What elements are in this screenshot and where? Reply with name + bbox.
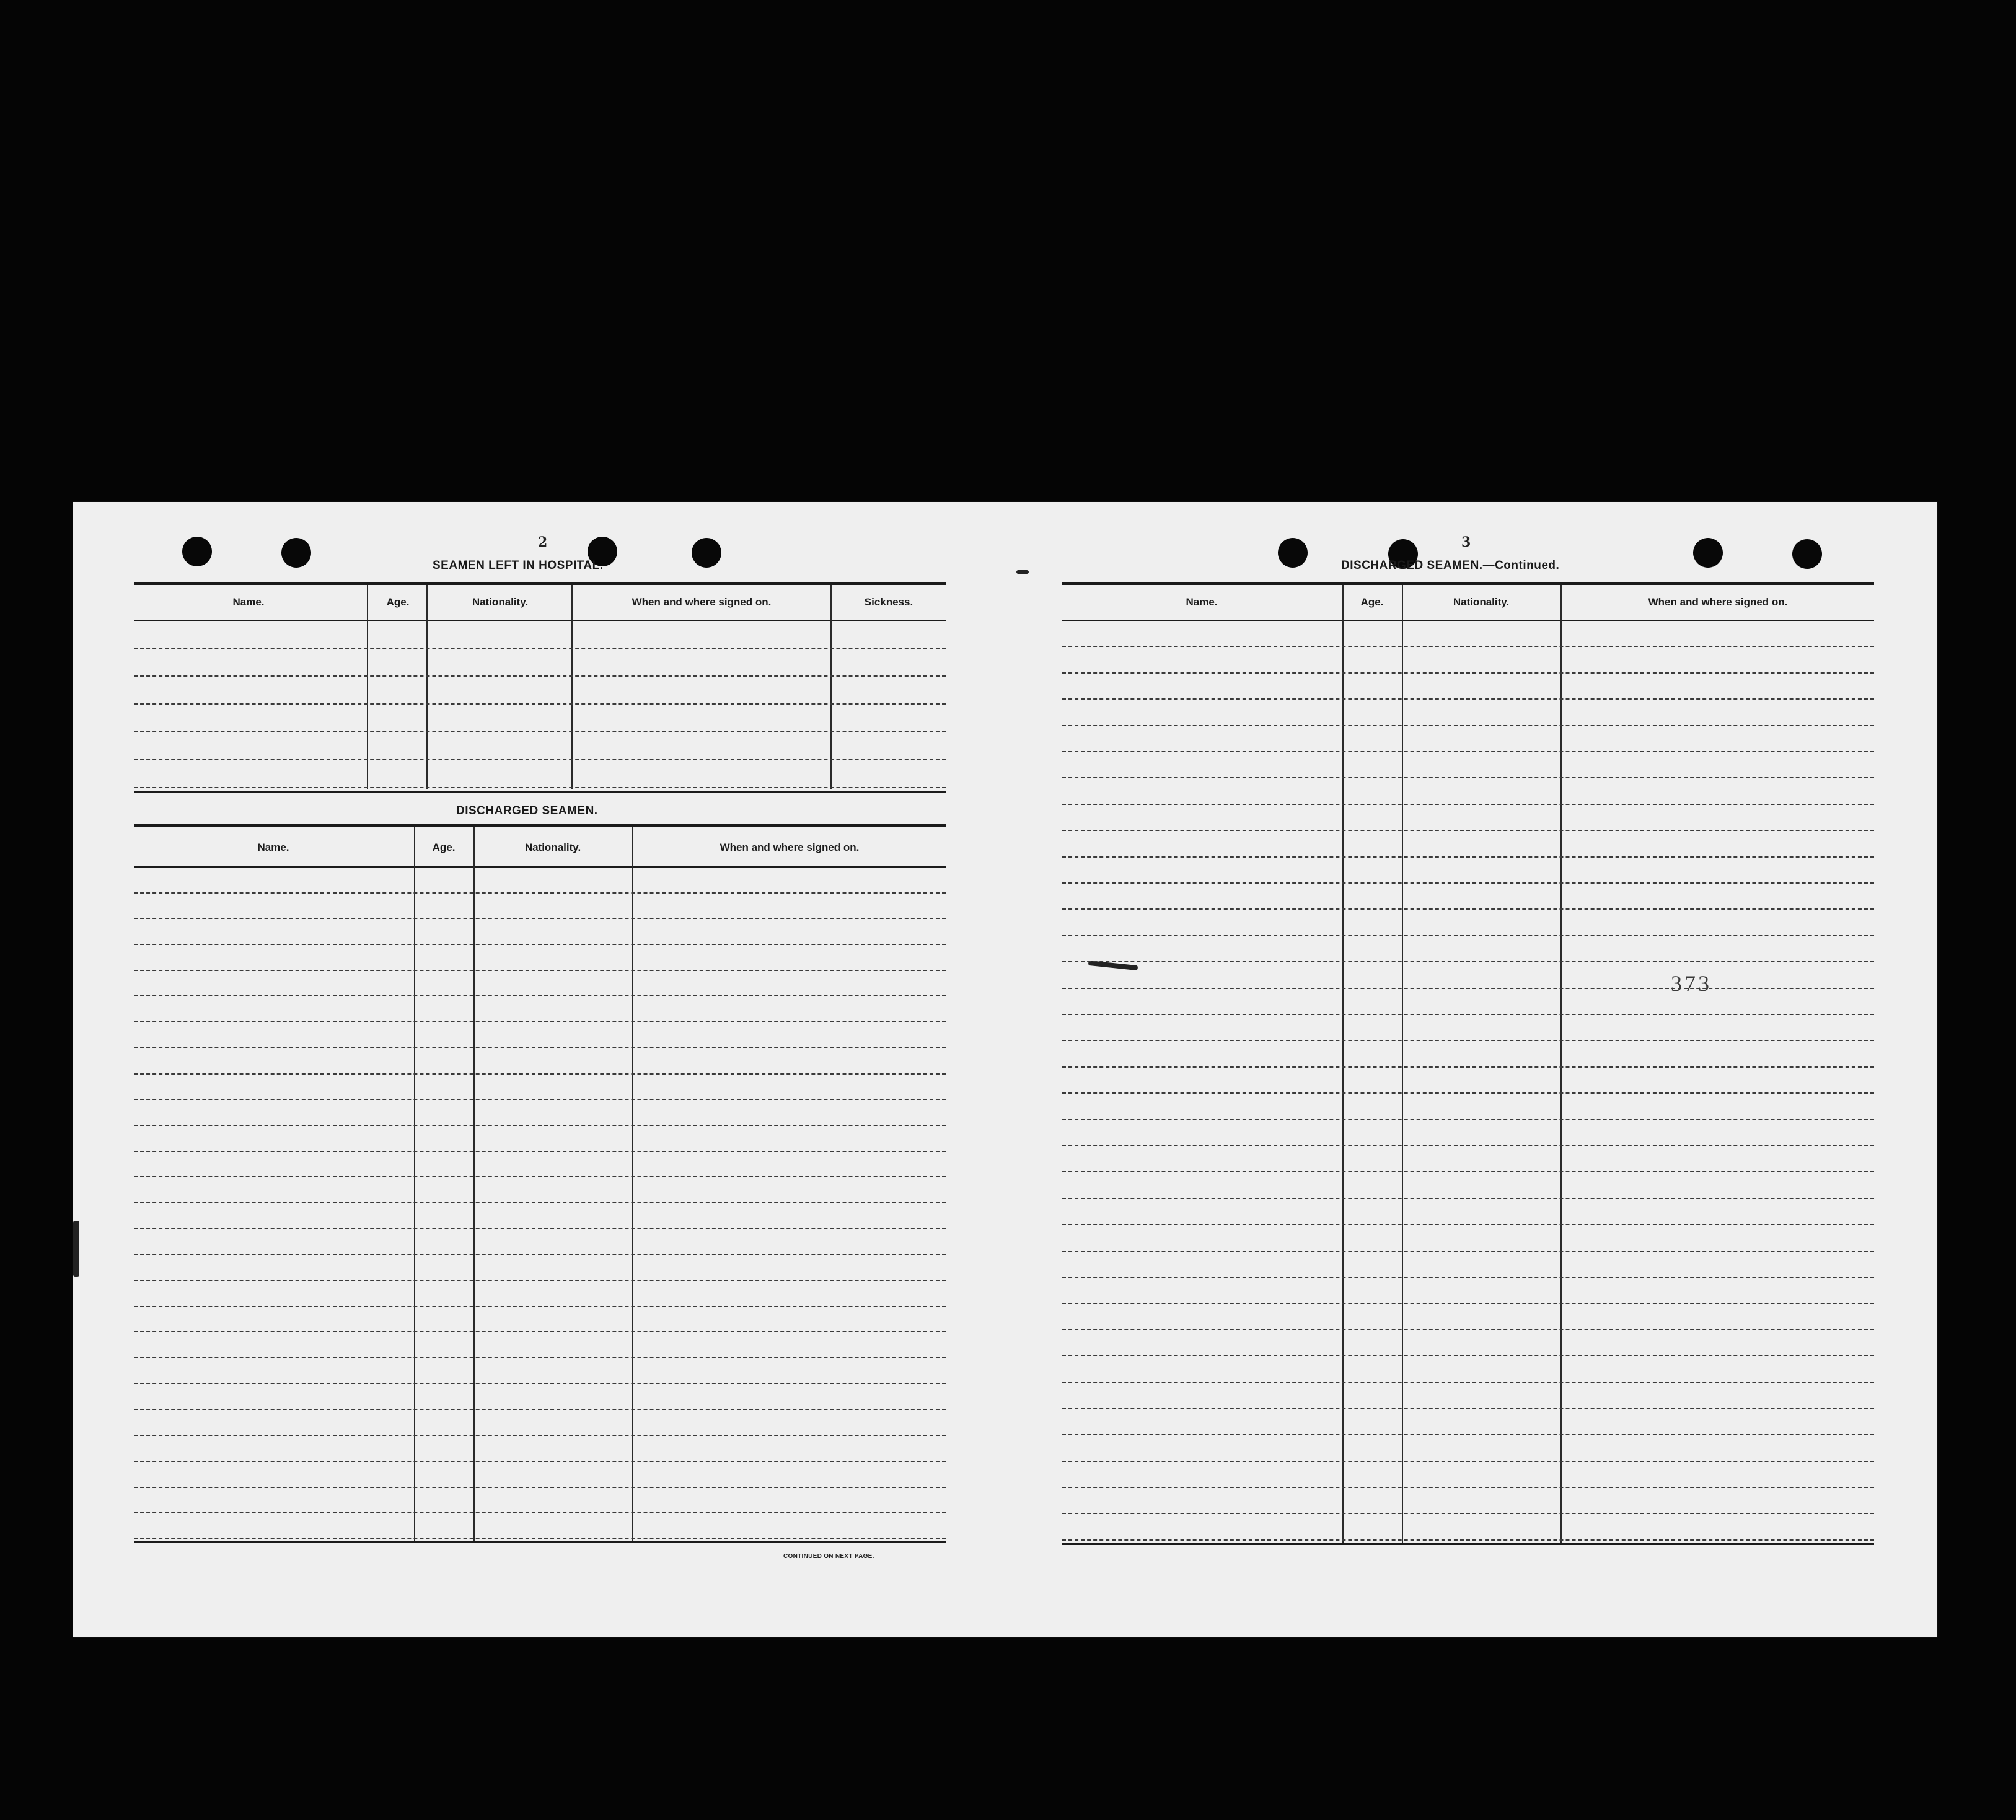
table-row <box>1062 1408 1874 1409</box>
table-row <box>1062 1171 1874 1172</box>
col-header-name: Name. <box>232 596 265 608</box>
discharged-continued-rows <box>1062 621 1874 1541</box>
col-header-nationality: Nationality. <box>1453 596 1510 608</box>
continued-note: CONTINUED ON NEXT PAGE. <box>783 1553 874 1560</box>
table-row <box>1062 1066 1874 1068</box>
table-row <box>1062 1539 1874 1541</box>
table-row <box>134 1176 946 1177</box>
table-row <box>134 703 946 705</box>
table-row <box>134 1202 946 1203</box>
table-row <box>134 1047 946 1048</box>
table-row <box>1062 908 1874 910</box>
left-page-number: 2 <box>538 534 548 550</box>
table-row <box>1062 1329 1874 1330</box>
table-row <box>1062 1092 1874 1094</box>
table-row <box>1062 935 1874 936</box>
table-row <box>134 1487 946 1488</box>
table-row <box>134 892 946 894</box>
discharged-continued-title: DISCHARGED SEAMEN.—Continued. <box>1341 559 1560 572</box>
table-row <box>134 1538 946 1539</box>
table-row <box>134 918 946 919</box>
table-row <box>134 1357 946 1358</box>
table-row <box>134 731 946 732</box>
hospital-table <box>134 582 946 682</box>
table-row <box>134 759 946 760</box>
hospital-section-title: SEAMEN LEFT IN HOSPITAL. <box>433 559 604 572</box>
col-header-age: Age. <box>432 842 456 853</box>
table-row <box>1062 1198 1874 1199</box>
table-row <box>1062 961 1874 962</box>
col-header-name: Name. <box>1186 596 1218 608</box>
table-row <box>134 1306 946 1307</box>
punch-hole <box>1693 538 1723 568</box>
table-row <box>1062 1355 1874 1356</box>
table-row <box>1062 830 1874 831</box>
table-row <box>1062 1040 1874 1041</box>
document-sheet <box>73 502 1937 1637</box>
table-row <box>134 1021 946 1022</box>
table-row <box>134 787 946 788</box>
table-row <box>1062 1303 1874 1304</box>
table-row <box>134 1151 946 1152</box>
punch-hole <box>182 537 212 566</box>
ink-smudge <box>1016 570 1029 574</box>
col-header-when-where: When and where signed on. <box>1648 596 1788 608</box>
table-row <box>134 1073 946 1075</box>
table-row <box>134 1461 946 1462</box>
table-row <box>1062 1487 1874 1488</box>
table-row <box>1062 1251 1874 1252</box>
table-row <box>134 944 946 945</box>
stamped-number: 373 <box>1671 971 1712 996</box>
table-row <box>134 1512 946 1513</box>
table-row <box>134 1280 946 1281</box>
hospital-rows <box>134 621 946 788</box>
table-row <box>1062 1277 1874 1278</box>
col-header-nationality: Nationality. <box>472 596 529 608</box>
col-header-nationality: Nationality. <box>524 842 581 853</box>
discharged-section-title: DISCHARGED SEAMEN. <box>456 804 598 817</box>
punch-hole <box>281 538 311 568</box>
col-header-name: Name. <box>257 842 289 853</box>
table-row <box>1062 856 1874 858</box>
col-header-when-where: When and where signed on. <box>720 842 860 853</box>
col-header-age: Age. <box>1360 596 1384 608</box>
table-row <box>1062 1119 1874 1120</box>
table-row <box>1062 1224 1874 1225</box>
table-row <box>1062 646 1874 647</box>
table-row <box>1062 1513 1874 1514</box>
table-row <box>134 1228 946 1229</box>
table-row <box>1062 777 1874 778</box>
table-row <box>134 1409 946 1410</box>
ink-smudge <box>73 1221 79 1277</box>
table-row <box>134 995 946 996</box>
table-row <box>1062 751 1874 752</box>
table-row <box>1062 698 1874 700</box>
punch-hole <box>692 538 721 568</box>
table-row <box>134 648 946 649</box>
table-row <box>134 1254 946 1255</box>
table-row <box>1062 1145 1874 1146</box>
table-row <box>134 675 946 677</box>
discharged-table <box>134 824 946 1555</box>
right-page-number: 3 <box>1461 534 1471 550</box>
table-row <box>1062 725 1874 726</box>
table-row <box>1062 988 1874 989</box>
table-row <box>134 1099 946 1100</box>
table-row <box>1062 1434 1874 1435</box>
table-row <box>134 1331 946 1332</box>
table-row <box>134 970 946 971</box>
discharged-continued-table <box>1062 582 1874 1555</box>
table-row <box>1062 1461 1874 1462</box>
col-header-age: Age. <box>386 596 410 608</box>
table-row <box>134 1383 946 1384</box>
punch-hole <box>1792 539 1822 569</box>
table-row <box>1062 1014 1874 1015</box>
discharged-rows <box>134 868 946 1539</box>
table-row <box>1062 804 1874 805</box>
table-row <box>1062 882 1874 884</box>
table-row <box>1062 1382 1874 1383</box>
table-row <box>1062 672 1874 674</box>
table-row <box>134 1435 946 1436</box>
col-header-sickness: Sickness. <box>864 596 913 608</box>
col-header-when-where: When and where signed on. <box>632 596 772 608</box>
table-row <box>134 1125 946 1126</box>
punch-hole <box>1278 538 1308 568</box>
